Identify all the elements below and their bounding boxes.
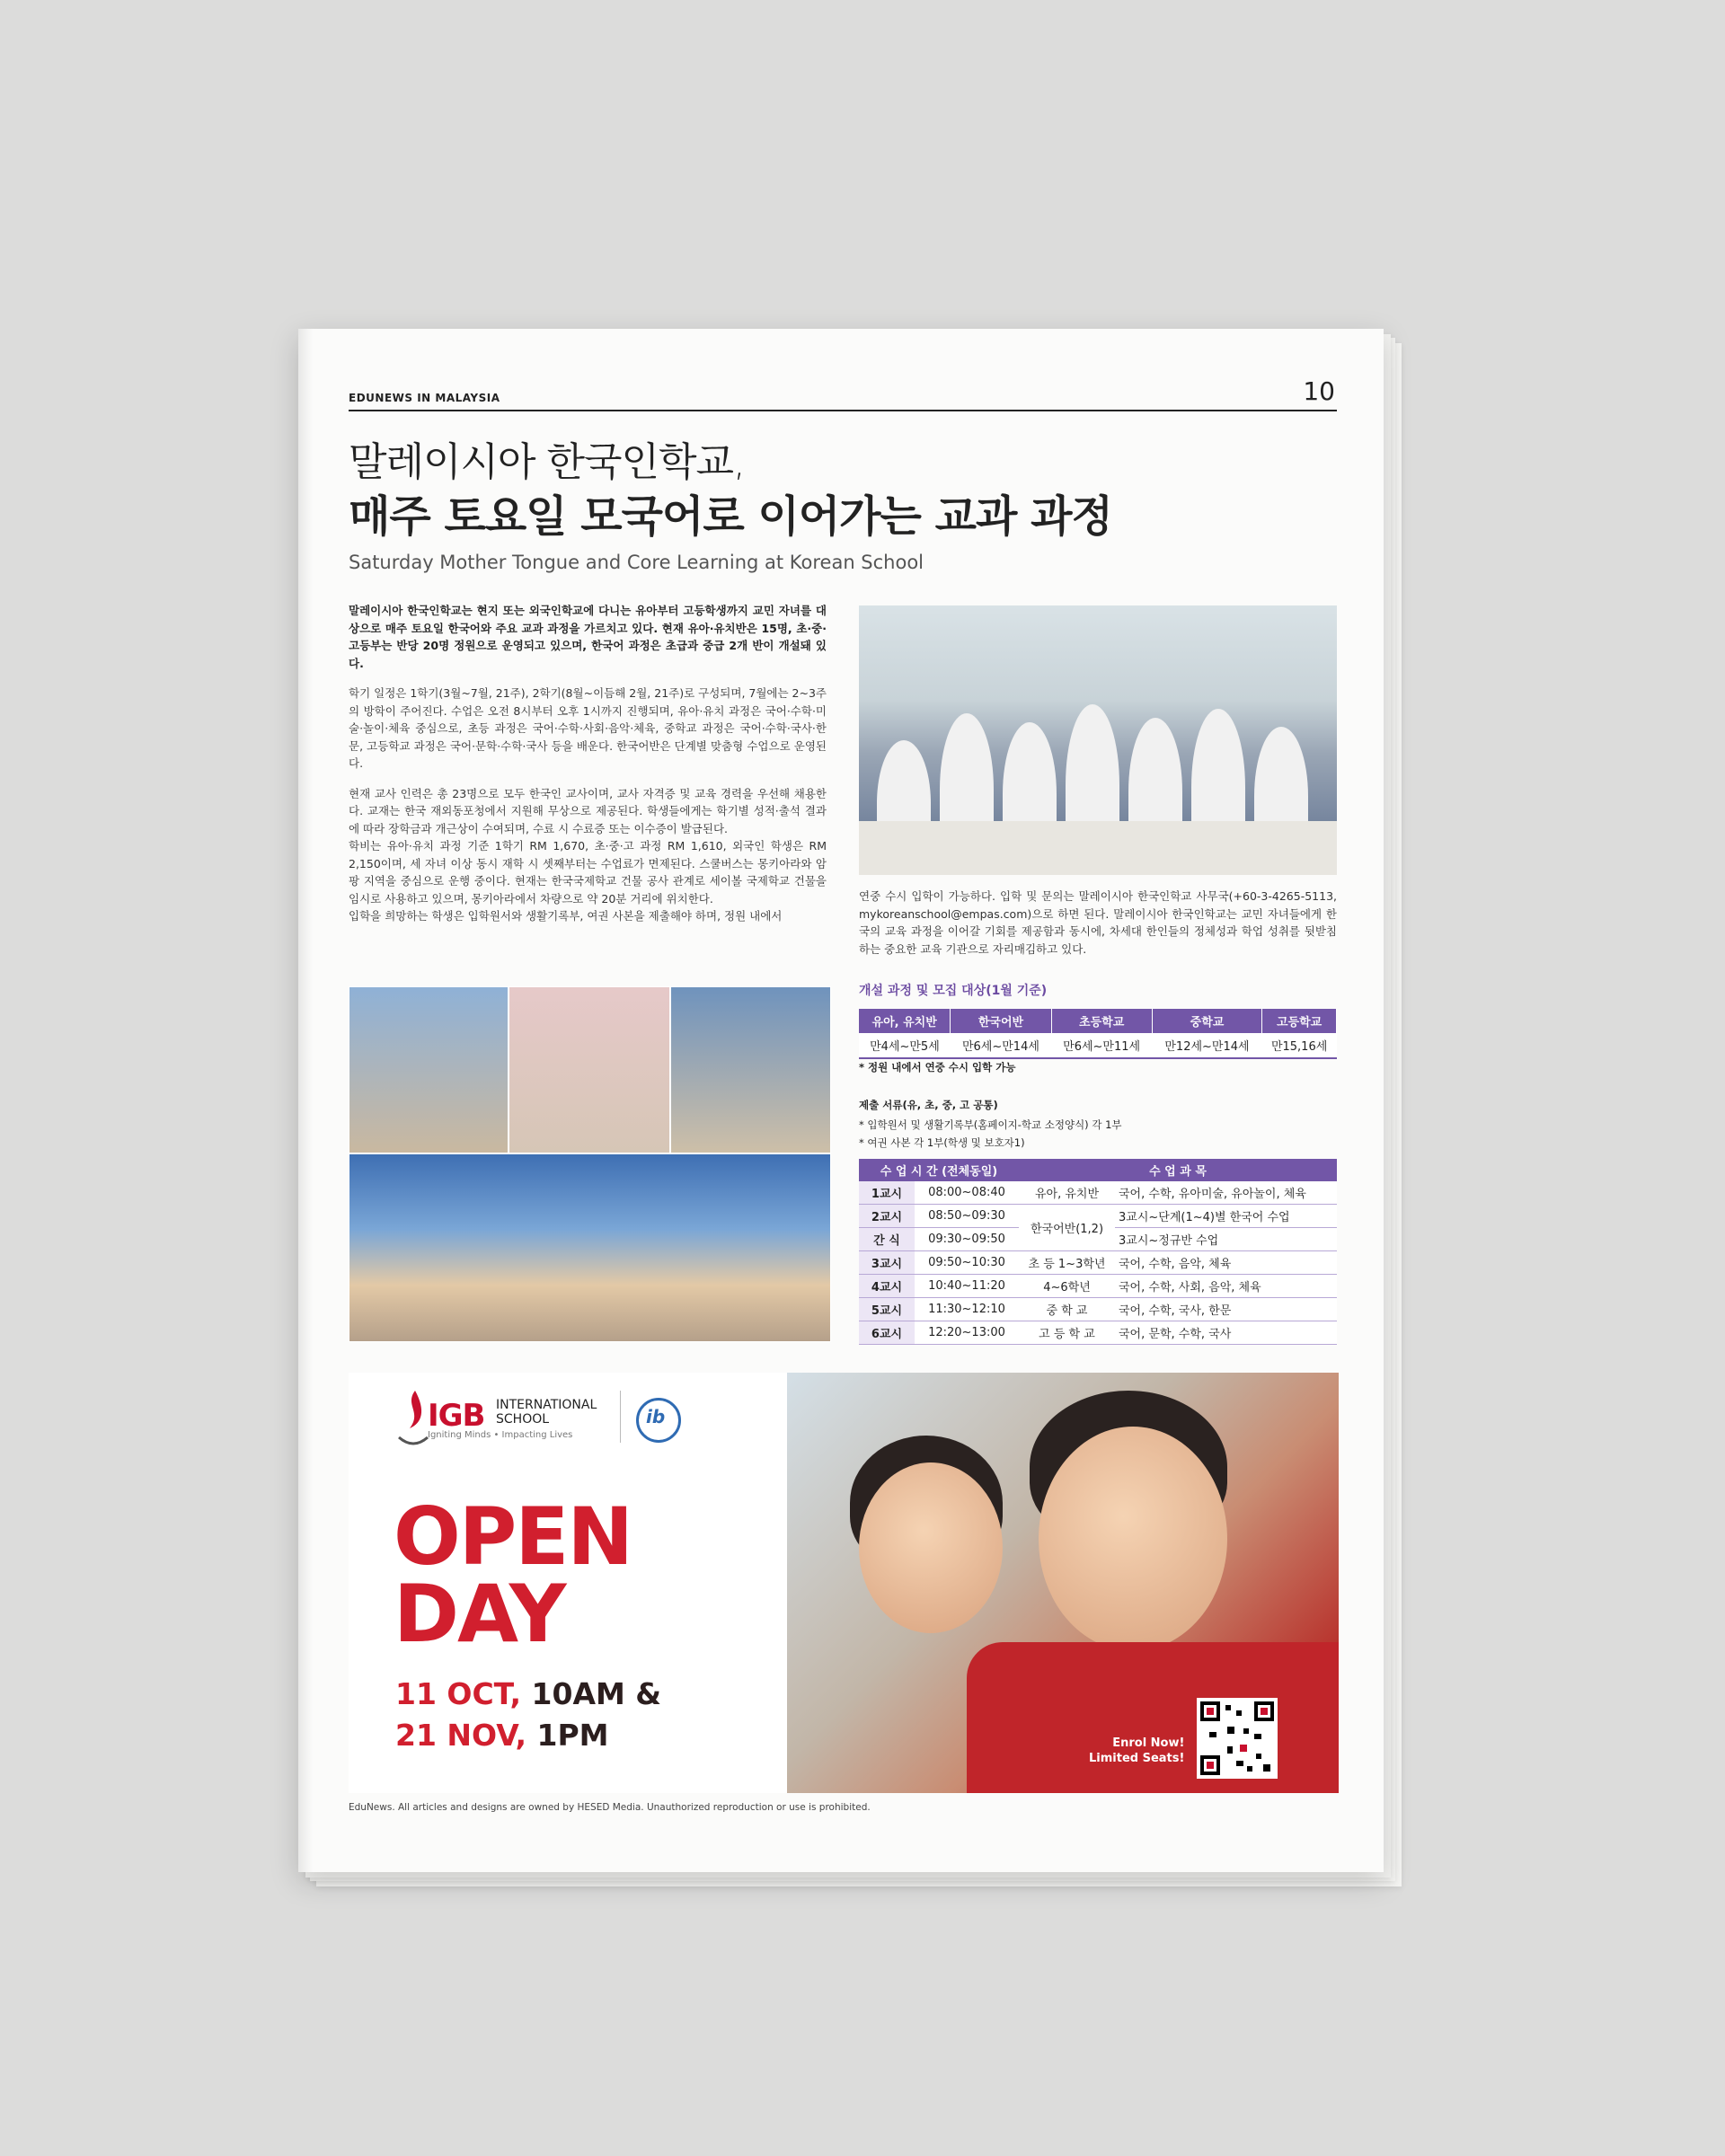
article-title-line1: 말레이시아 한국인학교, [349,439,746,485]
date-red: 21 NOV, [395,1718,527,1753]
period-cell: 6교시 [859,1321,915,1345]
enrollment-cell: 만6세~만11세 [1051,1033,1152,1058]
period-cell: 3교시 [859,1251,915,1275]
logo-divider [620,1391,621,1443]
classroom-photo-collage [349,986,829,1340]
cta-line: Limited Seats! [1089,1752,1185,1765]
subjects-cell: 국어, 수학, 사회, 음악, 체육 [1115,1275,1337,1298]
table-row [859,1251,1337,1275]
period-cell: 2교시 [859,1205,915,1228]
ib-logo-icon [636,1398,681,1443]
period-cell: 5교시 [859,1298,915,1321]
article-right-column: 연중 수시 입학이 가능하다. 입학 및 문의는 말레이시아 한국인학교 사무국(+60-3-4265-5113, mykoreanschool@empas.com)으로 하면 된다. 말레이시아 한국인학교는 교민 자녀들에게 한국의 교육 과정을 이어갈 기회를 제공함과 동시에, 차세대 한인들의 정체성과 학업 성취를 뒷받침하는 중요한 교육 기관으로 자리매김하고 있다. [859,889,1337,956]
enrollment-cell: 만6세~만14세 [951,1033,1051,1058]
igb-flame-logo-icon [395,1387,431,1448]
open-day-headline-1: OPEN [394,1490,632,1583]
article-lead: 말레이시아 한국인학교는 현지 또는 외국인학교에 다니는 유아부터 고등학생까지 교민 자녀를 대상으로 매주 토요일 한국어와 주요 교과 과정을 가르치고 있다. 현재 유아·유치반은 15명, 초·중·고등부는 반당 20명 정원으로 운영되고 있으며, 한국어 과정은 초급과 중급 2개 반이 개설돼 있다. [349,604,827,670]
qr-code-icon[interactable] [1197,1698,1278,1779]
section-label: EDUNEWS IN MALAYSIA [349,392,500,404]
level-cell [1019,1251,1115,1275]
table-row [859,1275,1337,1298]
table-row [859,1321,1337,1345]
article-paragraph: 현재 교사 인력은 총 23명으로 모두 한국인 교사이며, 교사 자격증 및 교육 경력을 우선해 채용한다. 교재는 한국 재외동포청에서 지원해 무상으로 제공된다. 학생들에게는 학기별 성적·출석 결과에 따라 장학금과 개근상이 수여되며, 수료 시 수료증 또는 이수증이 발급된다. [349,786,827,835]
time-cell: 10:40~11:20 [915,1275,1019,1298]
article-paragraph: 학기 일정은 1학기(3월~7월, 21주), 2학기(8월~이듬해 2월, 21주)로 구성되며, 7월에는 2~3주의 방학이 주어진다. 수업은 오전 8시부터 오후 1시까지 진행되며, 유아·유치 과정은 국어·수학·미술·놀이·체육 중심으로, 초등 과정은 국어·수학·사회·음악·체육, 중학교 과정은 국어·수학·국사·한문, 고등학교 과정은 국어·문학·수학·국사 등을 배운다. 한국어반은 단계별 맞춤형 수업으로 운영된다. [349,686,827,770]
enrollment-note: * 정원 내에서 연중 수시 입학 가능 [859,1061,1016,1074]
subjects-cell: 국어, 수학, 유아미술, 유아놀이, 체육 [1115,1181,1337,1205]
time-cell: 11:30~12:10 [915,1298,1019,1321]
time-cell: 09:50~10:30 [915,1251,1019,1275]
elementary-label: 초 등 [1028,1258,1055,1271]
level-cell: 중 학 교 [1019,1298,1115,1321]
enrollment-header: 한국어반 [951,1009,1051,1033]
period-cell: 4교시 [859,1275,915,1298]
time-dark: 1PM [526,1718,609,1753]
enrollment-section-title: 개설 과정 및 모집 대상(1월 기준) [859,984,1048,998]
igb-logo-subtext: INTERNATIONAL SCHOOL [496,1398,597,1427]
newspaper-page [298,329,1384,1872]
open-day-date-2 [395,1718,609,1753]
page-number: 10 [1303,376,1335,406]
period-cell: 간 식 [859,1228,915,1251]
time-cell: 08:00~08:40 [915,1181,1019,1205]
article-title-line2: 매주 토요일 모국어로 이어가는 교과 과정 [349,491,1112,542]
page-header [349,376,1337,411]
class-schedule-table [859,1159,1337,1345]
enrollment-header: 초등학교 [1051,1009,1152,1033]
time-cell: 12:20~13:00 [915,1321,1019,1345]
documents-item: * 여권 사본 각 1부(학생 및 보호자1) [859,1136,1025,1149]
enrollment-header: 유아, 유치반 [859,1009,951,1033]
schedule-header-subject: 수 업 과 목 [1019,1159,1337,1181]
ib-logo-text: ib [646,1406,666,1427]
enrollment-cell: 만12세~만14세 [1152,1033,1262,1058]
subjects-cell: 3교시~단계(1~4)별 한국어 수업 [1115,1205,1337,1228]
subjects-cell: 국어, 문학, 수학, 국사 [1115,1321,1337,1345]
table-row [859,1205,1337,1228]
table-row [859,1298,1337,1321]
igb-logo-text: IGB [428,1398,485,1434]
enrollment-cell: 만4세~만5세 [859,1033,951,1058]
grade-label: 1~3학년 [1057,1258,1106,1271]
date-red: 11 OCT, [395,1676,522,1711]
time-dark: 10AM & [521,1676,662,1711]
article-left-column [349,602,827,925]
level-cell: 고 등 학 교 [1019,1321,1115,1345]
level-cell: 4~6학년 [1019,1275,1115,1298]
students-group-photo [859,605,1337,875]
open-day-date-1 [395,1676,661,1711]
subjects-cell: 3교시~정규반 수업 [1115,1228,1337,1251]
documents-title: 제출 서류(유, 초, 중, 고 공통) [859,1099,998,1111]
period-cell: 1교시 [859,1181,915,1205]
subjects-cell: 국어, 수학, 음악, 체육 [1115,1251,1337,1275]
schedule-header-time: 수 업 시 간 (전체동일) [859,1159,1019,1181]
time-cell: 08:50~09:30 [915,1205,1019,1228]
documents-item: * 입학원서 및 생활기록부(홈페이지-학교 소정양식) 각 1부 [859,1118,1122,1131]
enrollment-header: 고등학교 [1262,1009,1337,1033]
level-cell: 유아, 유치반 [1019,1181,1115,1205]
enrollment-header: 중학교 [1152,1009,1262,1033]
article-paragraph: 학비는 유아·유치 과정 기준 1학기 RM 1,670, 초·중·고 과정 RM 1,610, 외국인 학생은 RM 2,150이며, 세 자녀 이상 동시 재학 시 셋째부터는 수업료가 면제된다. 스쿨버스는 몽키아라와 암팡 지역을 중심으로 운행 중이다. 현재는 한국국제학교 건물 공사 관계로 세이볼 국제학교 건물을 임시로 사용하고 있으며, 몽키아라에서 차량으로 약 20분 거리에 위치한다. [349,839,827,906]
enrol-cta[interactable] [1089,1736,1184,1766]
copyright-footer: EduNews. All articles and designs are owned by HESED Media. Unauthorized reproduction or use is prohibited. [349,1802,871,1813]
open-day-advertisement[interactable] [349,1373,1339,1793]
open-day-headline-2: DAY [394,1568,565,1660]
enrollment-table [859,1009,1337,1059]
article-paragraph: 입학을 희망하는 학생은 입학원서와 생활기록부, 여권 사본을 제출해야 하며, 정원 내에서 [349,909,783,923]
enrollment-cell: 만15,16세 [1262,1033,1337,1058]
level-cell: 한국어반(1,2) [1019,1205,1115,1251]
article-subtitle: Saturday Mother Tongue and Core Learning at Korean School [349,552,924,573]
subjects-cell: 국어, 수학, 국사, 한문 [1115,1298,1337,1321]
igb-tagline: Igniting Minds • Impacting Lives [428,1430,573,1440]
cta-line: Enrol Now! [1112,1736,1185,1750]
table-row [859,1181,1337,1205]
time-cell: 09:30~09:50 [915,1228,1019,1251]
